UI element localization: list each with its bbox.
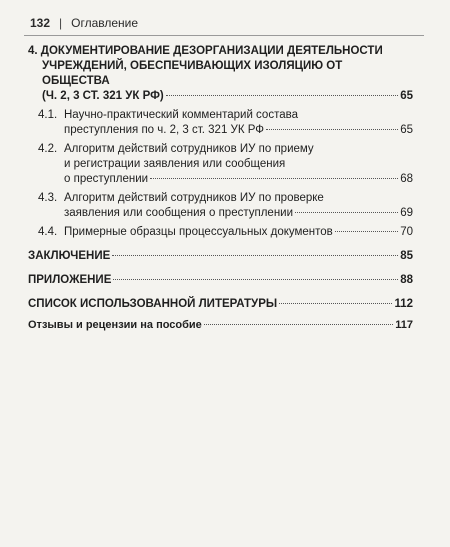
section-number: 4.1. xyxy=(38,109,58,121)
header-separator: | xyxy=(59,16,63,30)
dot-leader xyxy=(113,279,398,280)
section-title-line: преступления по ч. 2, 3 ст. 321 УК РФ xyxy=(64,124,265,136)
section-title-line: Примерные образцы процессуальных документов xyxy=(64,226,333,238)
chapter-title-line3 xyxy=(28,89,413,104)
section-title-line: Алгоритм действий сотрудников ИУ по проверке xyxy=(64,192,324,204)
dot-leader xyxy=(112,255,398,256)
header-title: Оглавление xyxy=(71,16,139,30)
entry-title: Отзывы и рецензии на пособие xyxy=(28,319,202,331)
section-title-line: и регистрации заявления или сообщения xyxy=(64,158,286,170)
chapter-title-text: (Ч. 2, 3 СТ. 321 УК РФ) xyxy=(42,90,164,102)
page-ref: 88 xyxy=(400,274,413,286)
page-ref: 69 xyxy=(400,207,413,219)
page-ref: 65 xyxy=(400,90,413,102)
page-ref: 68 xyxy=(400,173,413,185)
section-number: 4.3. xyxy=(38,192,58,204)
section-number: 4.2. xyxy=(38,143,58,155)
toc-entry-conclusion xyxy=(28,249,413,264)
toc-entry-appendix xyxy=(28,273,413,288)
entry-title: ЗАКЛЮЧЕНИЕ xyxy=(28,250,111,262)
table-of-contents xyxy=(28,44,413,333)
header-rule xyxy=(24,35,424,36)
toc-chapter-4 xyxy=(28,44,413,104)
toc-entry-reviews xyxy=(28,318,413,333)
entry-title: СПИСОК ИСПОЛЬЗОВАННОЙ ЛИТЕРАТУРЫ xyxy=(28,298,278,310)
toc-section-4-3 xyxy=(28,191,413,221)
dot-leader xyxy=(166,95,398,96)
section-title-line: заявления или сообщения о преступлении xyxy=(64,207,294,219)
page-number: 132 xyxy=(30,16,51,30)
page-ref: 112 xyxy=(394,298,413,310)
page-ref: 70 xyxy=(400,226,413,238)
entry-title: ПРИЛОЖЕНИЕ xyxy=(28,274,112,286)
section-title-line: Научно-практический комментарий состава xyxy=(64,109,298,121)
chapter-title-line1: 4. ДОКУМЕНТИРОВАНИЕ ДЕЗОРГАНИЗАЦИИ ДЕЯТЕЛЬНОСТИ xyxy=(28,45,383,57)
dot-leader xyxy=(204,324,393,325)
dot-leader xyxy=(266,129,398,130)
page-ref: 117 xyxy=(395,319,413,331)
running-header xyxy=(30,16,138,30)
chapter-title-line2: УЧРЕЖДЕНИЙ, ОБЕСПЕЧИВАЮЩИХ ИЗОЛЯЦИЮ ОТ ОБЩЕСТВА xyxy=(42,60,343,87)
section-title-line: о преступлении xyxy=(64,173,149,185)
dot-leader xyxy=(335,231,398,232)
dot-leader xyxy=(295,212,398,213)
dot-leader xyxy=(150,178,398,179)
toc-section-4-1 xyxy=(28,108,413,138)
section-number: 4.4. xyxy=(38,226,58,238)
toc-section-4-4 xyxy=(28,225,413,240)
dot-leader xyxy=(279,303,392,304)
page-ref: 85 xyxy=(400,250,413,262)
section-title-line: Алгоритм действий сотрудников ИУ по приему xyxy=(64,143,314,155)
toc-section-4-2 xyxy=(28,142,413,187)
page-ref: 65 xyxy=(400,124,413,136)
toc-entry-bibliography xyxy=(28,297,413,312)
